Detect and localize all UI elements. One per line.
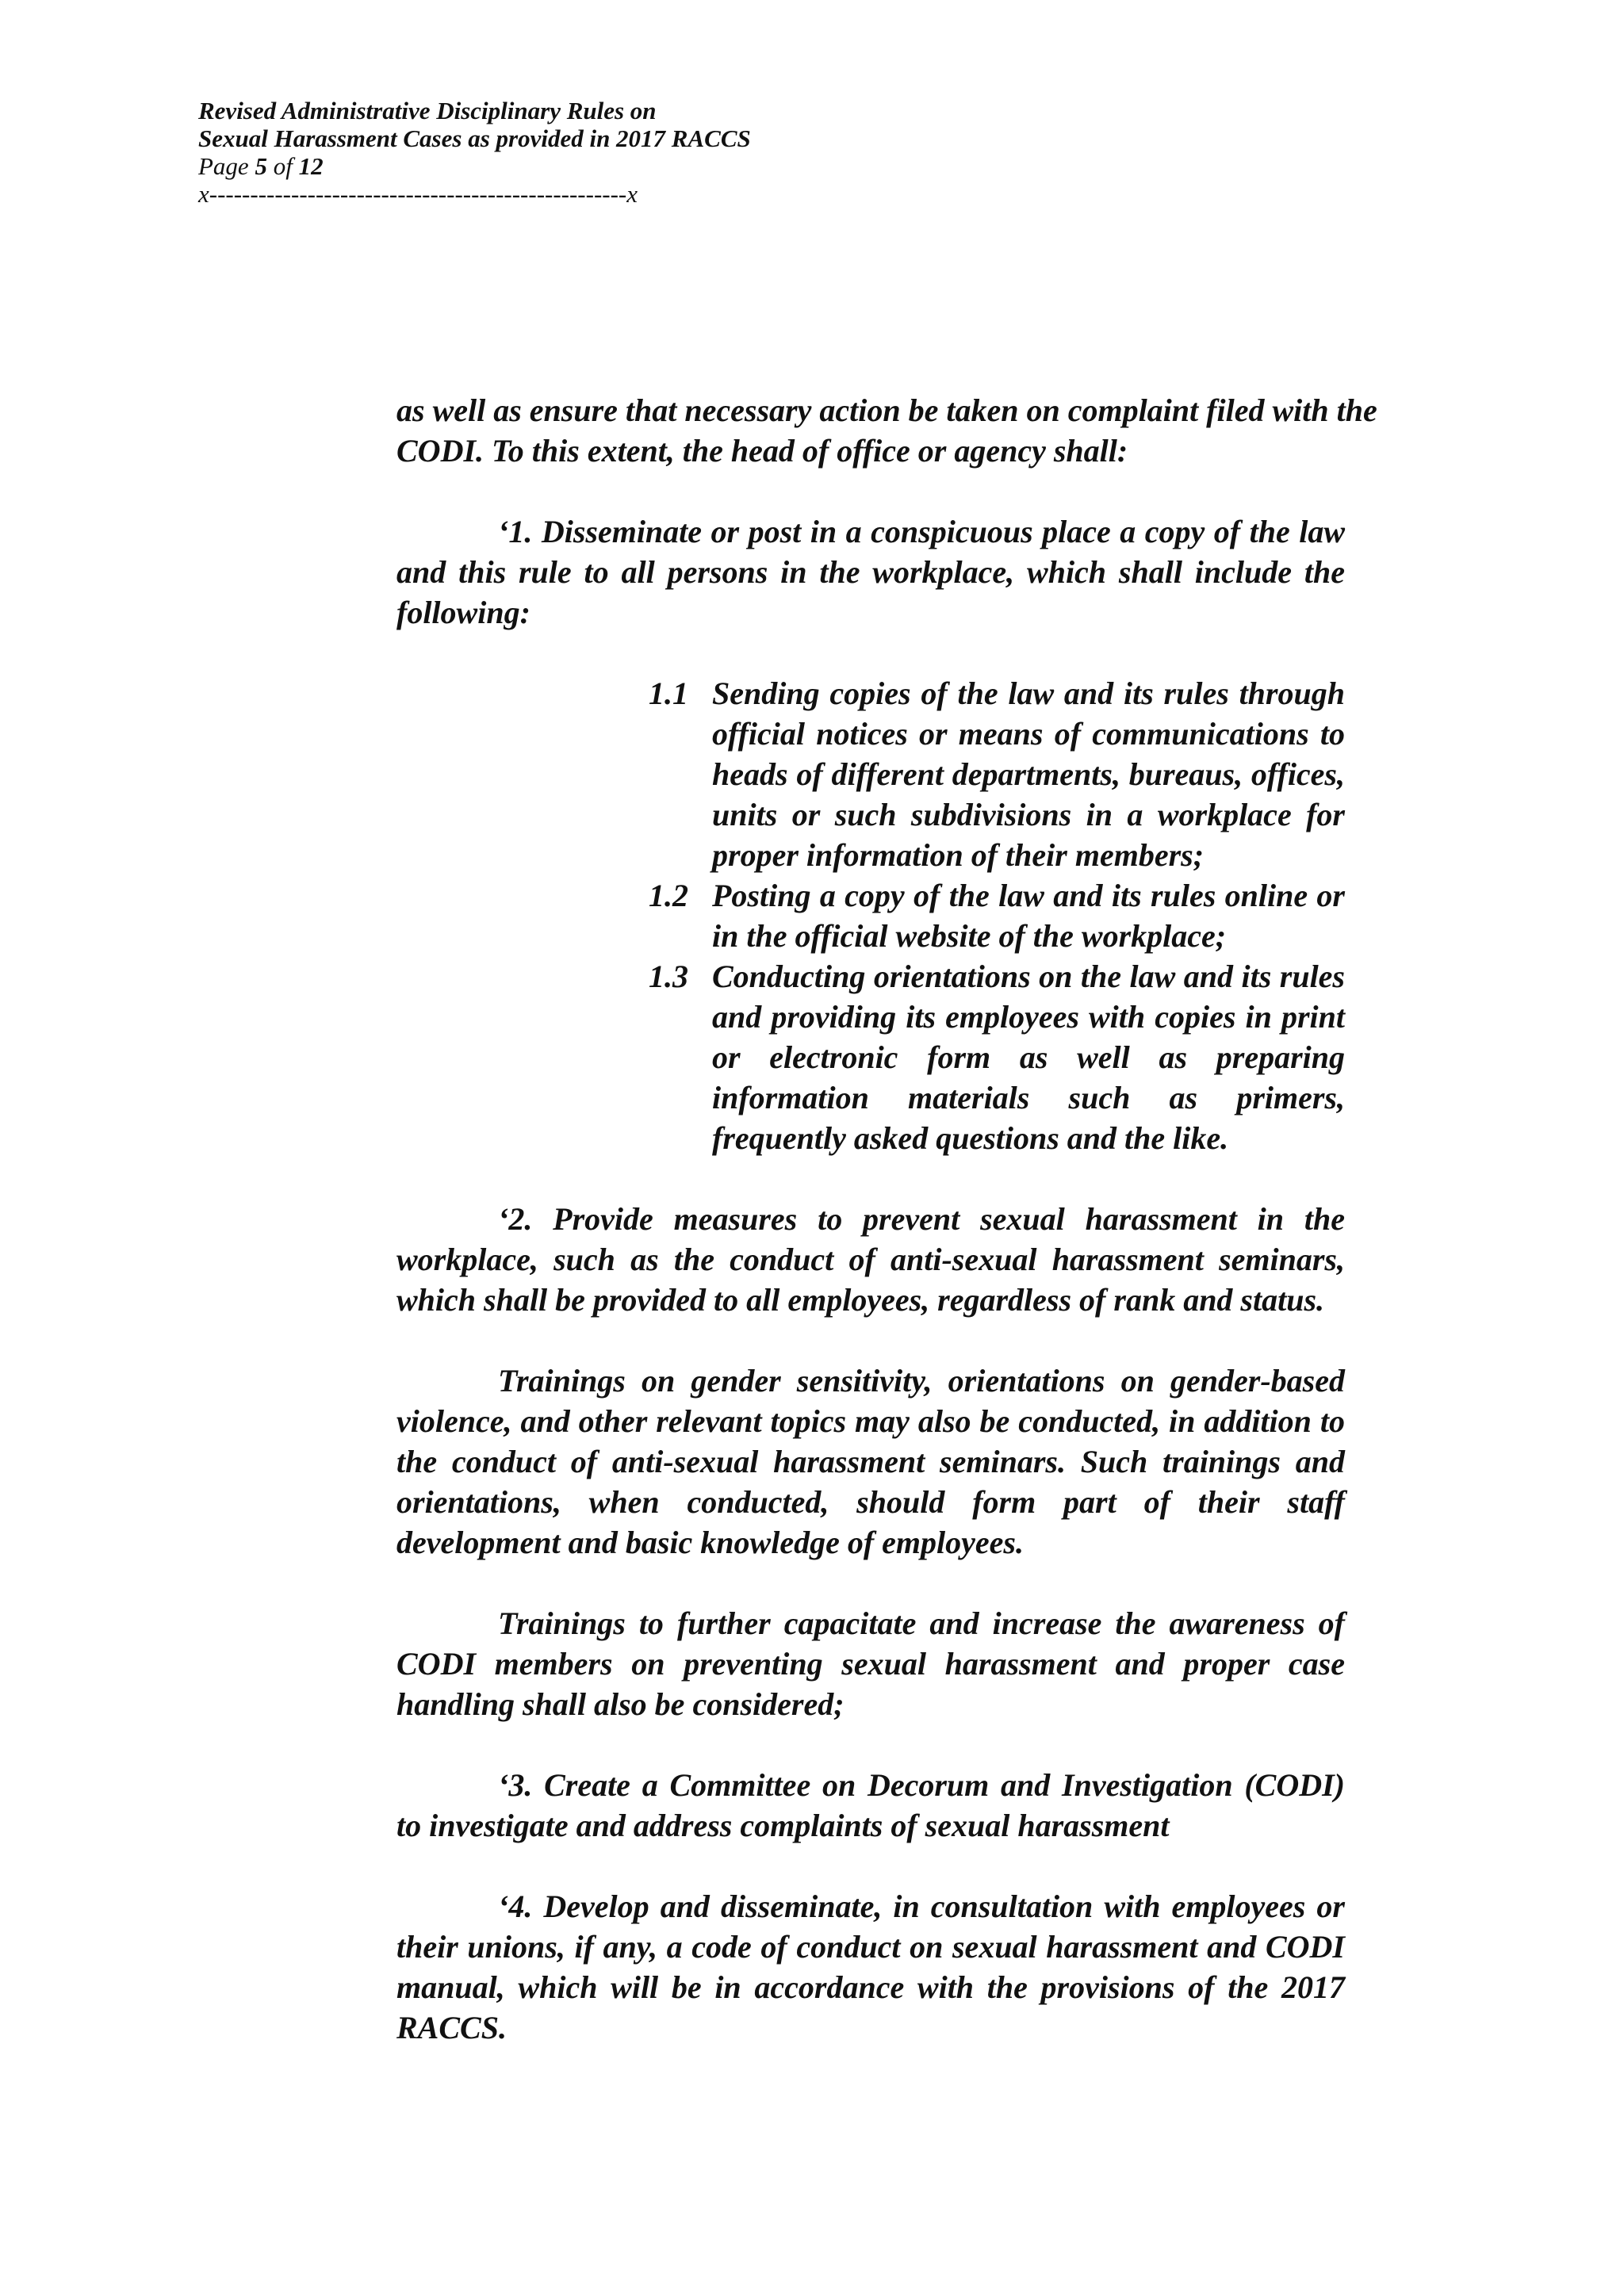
list-item-text: Sending copies of the law and its rules through official notices or means of communications to heads of different departments, bureaus, offices, units or such subdivisions in a workplace for proper information of their members; — [712, 675, 1345, 873]
item-1-paragraph: ‘1. Disseminate or post in a conspicuous place a copy of the law and this rule to all persons in the workplace, which shall include the following: — [396, 514, 1345, 630]
list-item-number: 1.1 — [649, 675, 688, 711]
header-separator: x---------------------------------------------------x — [198, 180, 638, 208]
sub-item-list — [396, 673, 1345, 1158]
trainings-paragraph-2: Trainings to further capacitate and increase the awareness of CODI members on preventing sexual harassment and proper case handling shall also be considered; — [396, 1605, 1345, 1722]
item-4-paragraph: ‘4. Develop and disseminate, in consultation with employees or their unions, if any, a code of conduct on sexual harassment and CODI manual, which will be in accordance with the provisions of the 2017 RACCS. — [396, 1888, 1345, 2045]
intro-paragraph: as well as ensure that necessary action be taken on complaint filed with the CODI. To this extent, the head of office or agency shall: — [396, 392, 1377, 469]
page-prefix: Page — [198, 152, 255, 180]
header-title-line-1: Revised Administrative Disciplinary Rules on — [198, 97, 657, 124]
page-header — [198, 97, 912, 208]
item-3-paragraph: ‘3. Create a Committee on Decorum and Investigation (CODI) to investigate and address complaints of sexual harassment — [396, 1767, 1345, 1843]
trainings-paragraph-1: Trainings on gender sensitivity, orientations on gender-based violence, and other relevant topics may also be conducted, in addition to the conduct of anti-sexual harassment seminars. Such trainings and orientations, when conducted, should form part of their staff development and basic knowledge of employees. — [396, 1363, 1345, 1560]
page-number — [198, 152, 912, 180]
list-item — [649, 956, 1345, 1158]
list-item-number: 1.3 — [649, 959, 688, 994]
page-current: 5 — [255, 152, 267, 180]
document-body — [396, 390, 1377, 2048]
header-title-line-2: Sexual Harassment Cases as provided in 2017 RACCS — [198, 124, 751, 152]
page-of: of — [266, 152, 299, 180]
list-item-text: Posting a copy of the law and its rules online or in the official website of the workplace; — [712, 878, 1345, 954]
list-item — [649, 673, 1345, 875]
item-2-paragraph: ‘2. Provide measures to prevent sexual harassment in the workplace, such as the conduct of anti-sexual harassment seminars, which shall be provided to all employees, regardless of rank and status. — [396, 1201, 1345, 1318]
list-item — [649, 875, 1345, 956]
page-total: 12 — [298, 152, 324, 180]
list-item-text: Conducting orientations on the law and its rules and providing its employees with copies in print or electronic form as well as preparing information materials such as primers, frequently asked questions and the like. — [712, 959, 1345, 1156]
list-item-number: 1.2 — [649, 878, 688, 913]
